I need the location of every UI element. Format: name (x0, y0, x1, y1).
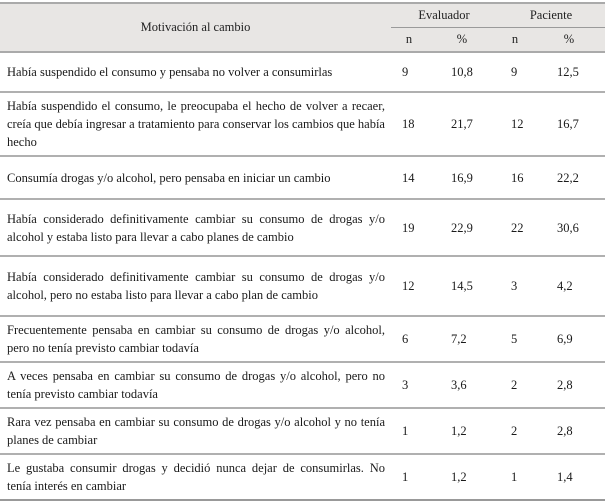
paciente-pct: 6,9 (557, 332, 573, 346)
evaluador-pct: 14,5 (451, 279, 473, 293)
paciente-n: 9 (511, 65, 518, 79)
evaluador-n: 12 (402, 279, 415, 293)
evaluador-pct: 22,9 (451, 220, 473, 235)
paciente-n: 3 (511, 279, 518, 293)
paciente-n: 2 (511, 424, 518, 438)
table-row (0, 156, 605, 199)
evaluador-pct: 21,7 (451, 117, 473, 131)
evaluador-n: 6 (402, 332, 409, 346)
table-row (0, 256, 605, 316)
evaluador-pct: 7,2 (451, 332, 467, 346)
paciente-pct: 1,4 (557, 470, 573, 484)
evaluador-pct: 1,2 (451, 424, 467, 438)
header-motivation: Motivación al cambio (0, 3, 391, 52)
header-paciente-n: n (497, 28, 533, 53)
paciente-pct: 30,6 (557, 220, 579, 235)
paciente-n: 1 (511, 470, 518, 484)
table-row (0, 454, 605, 500)
table-header (0, 3, 605, 52)
row-description: Frecuentemente pensaba en cambiar su consumo de drogas y/o alcohol, pero no tenía previsto cambiar todavía (7, 323, 385, 355)
evaluador-n: 18 (402, 117, 415, 131)
paciente-pct: 12,5 (557, 65, 579, 79)
evaluador-n: 14 (402, 170, 415, 185)
table-row (0, 362, 605, 408)
paciente-n: 12 (511, 117, 524, 131)
paciente-pct: 2,8 (557, 424, 573, 438)
evaluador-pct: 16,9 (451, 170, 473, 185)
row-description: Había suspendido el consumo, le preocupaba el hecho de volver a recaer, creía que debía ingresar a tratamiento para conservar los cambios que había hecho (7, 99, 385, 149)
table-body (0, 52, 605, 500)
header-evaluador-pct: % (427, 28, 497, 53)
evaluador-pct: 1,2 (451, 470, 467, 484)
row-description: Consumía drogas y/o alcohol, pero pensaba en iniciar un cambio (7, 170, 331, 185)
evaluador-pct: 3,6 (451, 378, 467, 392)
paciente-n: 2 (511, 378, 518, 392)
paciente-n: 5 (511, 332, 518, 346)
evaluador-n: 19 (402, 220, 415, 235)
header-paciente-pct: % (533, 28, 605, 53)
evaluador-n: 1 (402, 470, 409, 484)
row-description: Había considerado definitivamente cambiar su consumo de drogas y/o alcohol, pero no estaba listo para llevar a cabo plan de cambio (7, 270, 385, 302)
table-row (0, 408, 605, 454)
header-evaluador-n: n (391, 28, 427, 53)
row-description: Rara vez pensaba en cambiar su consumo de drogas y/o alcohol y no tenía planes de cambiar (7, 415, 385, 447)
evaluador-n: 3 (402, 378, 409, 392)
row-description: Había considerado definitivamente cambiar su consumo de drogas y/o alcohol y estaba listo para llevar a cabo planes de cambio (7, 211, 385, 244)
paciente-pct: 16,7 (557, 117, 579, 131)
table-row (0, 316, 605, 362)
paciente-pct: 2,8 (557, 378, 573, 392)
row-description: Había suspendido el consumo y pensaba no volver a consumirlas (7, 65, 333, 79)
evaluador-pct: 10,8 (451, 65, 473, 79)
paciente-pct: 4,2 (557, 279, 573, 293)
header-group-paciente: Paciente (497, 3, 605, 28)
table-row (0, 199, 605, 256)
row-description: Le gustaba consumir drogas y decidió nunca dejar de consumirlas. No tenía interés en cambiar (7, 461, 385, 493)
paciente-pct: 22,2 (557, 170, 579, 185)
evaluador-n: 9 (402, 65, 409, 79)
table-row (0, 92, 605, 156)
row-description: A veces pensaba en cambiar su consumo de drogas y/o alcohol, pero no tenía previsto cambiar todavía (7, 369, 385, 401)
paciente-n: 16 (511, 170, 524, 185)
motivation-table (0, 2, 605, 501)
table-row (0, 52, 605, 92)
header-group-evaluador: Evaluador (391, 3, 497, 28)
paciente-n: 22 (511, 220, 524, 235)
evaluador-n: 1 (402, 424, 409, 438)
